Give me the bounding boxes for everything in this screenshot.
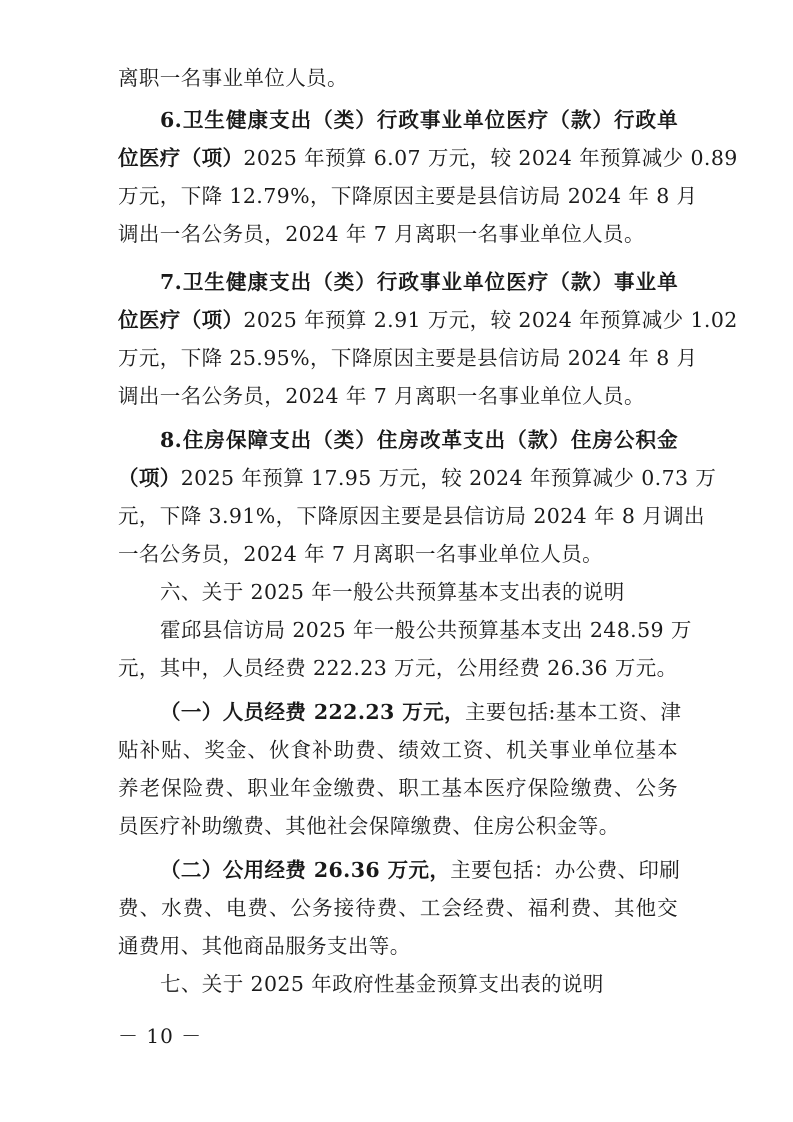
item-8-heading-cont: （项） [118,466,181,490]
item-8-line [118,540,678,568]
item-7-heading [160,268,678,296]
section-7-heading [160,970,678,998]
public-line [118,932,678,960]
text: 费、水费、电费、公务接待费、工会经费、福利费、其他交 [118,896,678,920]
public-heading [160,856,681,884]
personnel-title: （一）人员经费 222.23 万元， [160,700,465,724]
text: 8.住房保障支出（类）住房改革支出（款）住房公积金 [160,428,678,452]
item-7-line [118,344,698,372]
text: 主要包括:基本工资、津 [464,700,682,724]
item-7-line [118,306,738,334]
text: 七、关于 2025 年政府性基金预算支出表的说明 [160,972,604,996]
item-6-line [118,220,678,248]
text: 2025 年预算 2.91 万元，较 2024 年预算减少 1.02 [243,308,738,332]
text: 霍邱县信访局 2025 年一般公共预算基本支出 248.59 万 [160,618,692,642]
text: 元，其中，人员经费 222.23 万元，公用经费 26.36 万元。 [118,656,678,680]
personnel-line [118,774,678,802]
page-number [118,1022,202,1050]
text: 万元，下降 25.95%，下降原因主要是县信访局 2024 年 8 月 [118,346,698,370]
text: 调出一名公务员，2024 年 7 月离职一名事业单位人员。 [118,384,645,408]
item-8-heading [160,426,678,454]
text: 2025 年预算 6.07 万元，较 2024 年预算减少 0.89 [243,146,738,170]
text: － 10 － [118,1024,203,1048]
text: 7.卫生健康支出（类）行政事业单位医疗（款）事业单 [160,270,678,294]
item-6-line [118,182,698,210]
public-title: （二）公用经费 26.36 万元， [160,858,451,882]
item-6-heading [160,106,678,134]
section-6-heading [160,578,678,606]
personnel-line [118,812,678,840]
text: 元，下降 3.91%，下降原因主要是县信访局 2024 年 8 月调出 [118,504,705,528]
text: 万元，下降 12.79%，下降原因主要是县信访局 2024 年 8 月 [118,184,698,208]
item-8-line [118,464,717,492]
text: 六、关于 2025 年一般公共预算基本支出表的说明 [160,580,625,604]
text: 贴补贴、奖金、伙食补助费、绩效工资、机关事业单位基本 [118,738,678,762]
personnel-line [118,736,678,764]
text: 调出一名公务员，2024 年 7 月离职一名事业单位人员。 [118,222,645,246]
text: 6.卫生健康支出（类）行政事业单位医疗（款）行政单 [160,108,678,132]
item-6-line [118,144,738,172]
text: 2025 年预算 17.95 万元，较 2024 年预算减少 0.73 万 [180,466,717,490]
text: 主要包括：办公费、印刷 [450,858,681,882]
item-6-heading-cont: 位医疗（项） [118,146,244,170]
item-7-heading-cont: 位医疗（项） [118,308,244,332]
text: 员医疗补助缴费、其他社会保障缴费、住房公积金等。 [118,814,620,838]
public-line [118,894,678,922]
personnel-heading [160,698,682,726]
text: 养老保险费、职业年金缴费、职工基本医疗保险缴费、公务 [118,776,678,800]
item-7-line [118,382,678,410]
paragraph-line [118,64,678,92]
section-6-line [160,616,692,644]
text: 一名公务员，2024 年 7 月离职一名事业单位人员。 [118,542,604,566]
text: 通费用、其他商品服务支出等。 [118,934,411,958]
text: 离职一名事业单位人员。 [118,66,348,90]
item-8-line [118,502,705,530]
section-6-line [118,654,678,682]
